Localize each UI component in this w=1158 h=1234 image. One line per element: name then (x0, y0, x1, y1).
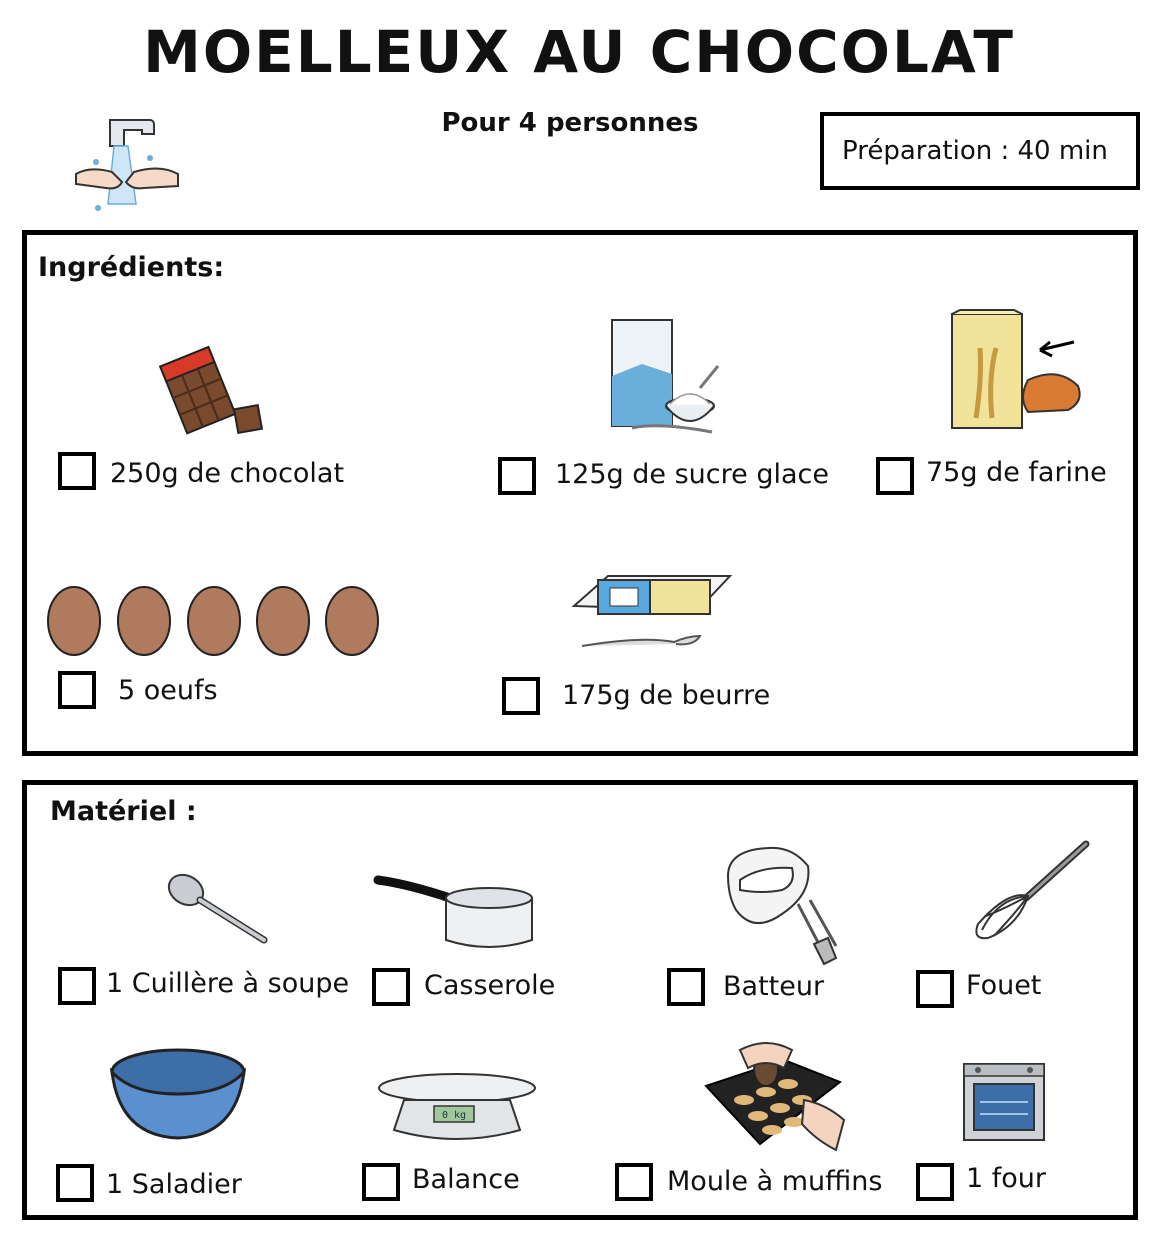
ingredient-label-eggs: 5 oeufs (118, 675, 218, 706)
ingredient-checkbox-butter[interactable] (502, 677, 540, 715)
oven-icon (962, 1062, 1046, 1142)
ingredient-label-flour: 75g de farine (926, 457, 1107, 488)
equipment-checkbox-scale[interactable] (362, 1163, 400, 1201)
ingredient-checkbox-chocolate[interactable] (58, 452, 96, 490)
whisk-icon (966, 836, 1098, 946)
spoon-icon (162, 870, 272, 948)
equipment-label-mixer: Batteur (723, 971, 825, 1002)
ingredient-label-butter: 175g de beurre (562, 680, 771, 711)
equipment-label-bowl: 1 Saladier (106, 1169, 242, 1200)
scale-display: 0 kg (441, 1110, 467, 1121)
butter-icon (568, 562, 738, 658)
ingredient-label-sugar: 125g de sucre glace (555, 459, 829, 490)
equipment-heading: Matériel : (50, 796, 197, 827)
hand-mixer-icon (718, 846, 848, 970)
equipment-checkbox-muffin-tin[interactable] (615, 1163, 653, 1201)
saucepan-icon (374, 872, 536, 950)
equipment-label-muffin-tin: Moule à muffins (667, 1166, 883, 1197)
flour-bag-icon (946, 308, 1086, 436)
ingredients-heading: Ingrédients: (38, 252, 225, 283)
eggs-icon (46, 583, 386, 661)
equipment-checkbox-spoon[interactable] (58, 967, 96, 1005)
equipment-label-whisk: Fouet (966, 970, 1042, 1001)
preparation-time: Préparation : 40 min (842, 136, 1108, 166)
servings: Pour 4 personnes (441, 108, 699, 138)
ingredient-checkbox-sugar[interactable] (498, 457, 536, 495)
equipment-checkbox-bowl[interactable] (56, 1164, 94, 1202)
equipment-checkbox-oven[interactable] (916, 1163, 954, 1201)
hand-washing-icon (70, 112, 190, 220)
chocolate-bar-icon (160, 345, 270, 440)
equipment-label-spoon: 1 Cuillère à soupe (106, 968, 350, 999)
equipment-checkbox-mixer[interactable] (667, 968, 705, 1006)
muffin-tin-icon (700, 1040, 850, 1152)
equipment-label-saucepan: Casserole (424, 970, 556, 1001)
kitchen-scale-icon (376, 1070, 538, 1150)
recipe-title: MOELLEUX AU CHOCOLAT (143, 18, 1015, 86)
preparation-time-box (820, 112, 1140, 190)
mixing-bowl-icon (108, 1046, 248, 1144)
equipment-checkbox-whisk[interactable] (916, 970, 954, 1008)
ingredient-checkbox-eggs[interactable] (58, 671, 96, 709)
equipment-label-scale: Balance (412, 1164, 520, 1195)
equipment-checkbox-saucepan[interactable] (372, 968, 410, 1006)
ingredient-checkbox-flour[interactable] (876, 457, 914, 495)
icing-sugar-icon (608, 316, 728, 438)
ingredient-label-chocolate: 250g de chocolat (110, 458, 345, 489)
equipment-label-oven: 1 four (966, 1163, 1046, 1194)
